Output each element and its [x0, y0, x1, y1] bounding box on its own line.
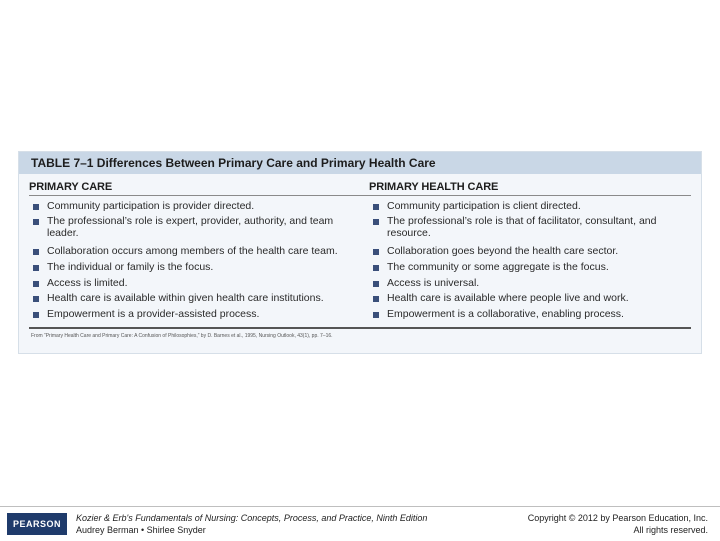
list-item: Collaboration goes beyond the health care sector. — [369, 246, 681, 258]
copyright-line-1: Copyright © 2012 by Pearson Education, Inc. — [527, 513, 708, 523]
table-7-1 — [18, 151, 702, 354]
bullet-icon — [33, 204, 39, 210]
bullet-icon — [373, 249, 379, 255]
bullet-icon — [33, 219, 39, 225]
table-bottom-rule — [29, 327, 691, 329]
bullet-icon — [33, 265, 39, 271]
bullet-icon — [33, 249, 39, 255]
list-item: Community participation is client directed. — [369, 201, 681, 213]
header-rule — [29, 195, 691, 196]
book-citation — [76, 512, 427, 536]
list-item: Access is universal. — [369, 278, 681, 290]
list-item: The professional’s role is that of facilitator, consultant, and resource. — [369, 216, 681, 239]
slide-footer — [0, 506, 720, 541]
list-item: The individual or family is the focus. — [29, 262, 341, 274]
copyright-notice — [528, 512, 708, 536]
bullet-icon — [373, 204, 379, 210]
bullet-icon — [373, 312, 379, 318]
copyright-line-2: All rights reserved. — [633, 525, 708, 535]
bullet-icon — [33, 312, 39, 318]
list-item: Health care is available within given health care institutions. — [29, 293, 341, 305]
list-item: Empowerment is a provider-assisted process. — [29, 309, 341, 321]
list-item: Empowerment is a collaborative, enabling process. — [369, 309, 681, 321]
list-item: Health care is available where people live and work. — [369, 293, 681, 305]
list-item: The community or some aggregate is the focus. — [369, 262, 681, 274]
pearson-logo: PEARSON — [7, 513, 67, 535]
bullet-icon — [33, 281, 39, 287]
list-item: The professional’s role is expert, provider, authority, and team leader. — [29, 216, 341, 239]
bullet-icon — [373, 265, 379, 271]
source-note: From “Primary Health Care and Primary Care: A Confusion of Philosophies,” by D. Barnes et al., 1995, Nursing Outlook, 43(1), pp. 7–16. — [31, 333, 333, 339]
citation-line-2: Audrey Berman • Shirlee Snyder — [76, 525, 206, 535]
list-item: Collaboration occurs among members of the health care team. — [29, 246, 341, 258]
primary-health-care-header: PRIMARY HEALTH CARE — [369, 181, 499, 193]
bullet-icon — [33, 296, 39, 302]
bullet-icon — [373, 219, 379, 225]
table-title: TABLE 7–1 Differences Between Primary Care and Primary Health Care — [19, 152, 701, 174]
list-item: Community participation is provider directed. — [29, 201, 341, 213]
primary-care-header: PRIMARY CARE — [29, 181, 113, 193]
bullet-icon — [373, 296, 379, 302]
bullet-icon — [373, 281, 379, 287]
citation-line-1: Kozier & Erb's Fundamentals of Nursing: Concepts, Process, and Practice, Ninth Edition — [76, 513, 428, 523]
list-item: Access is limited. — [29, 278, 341, 290]
